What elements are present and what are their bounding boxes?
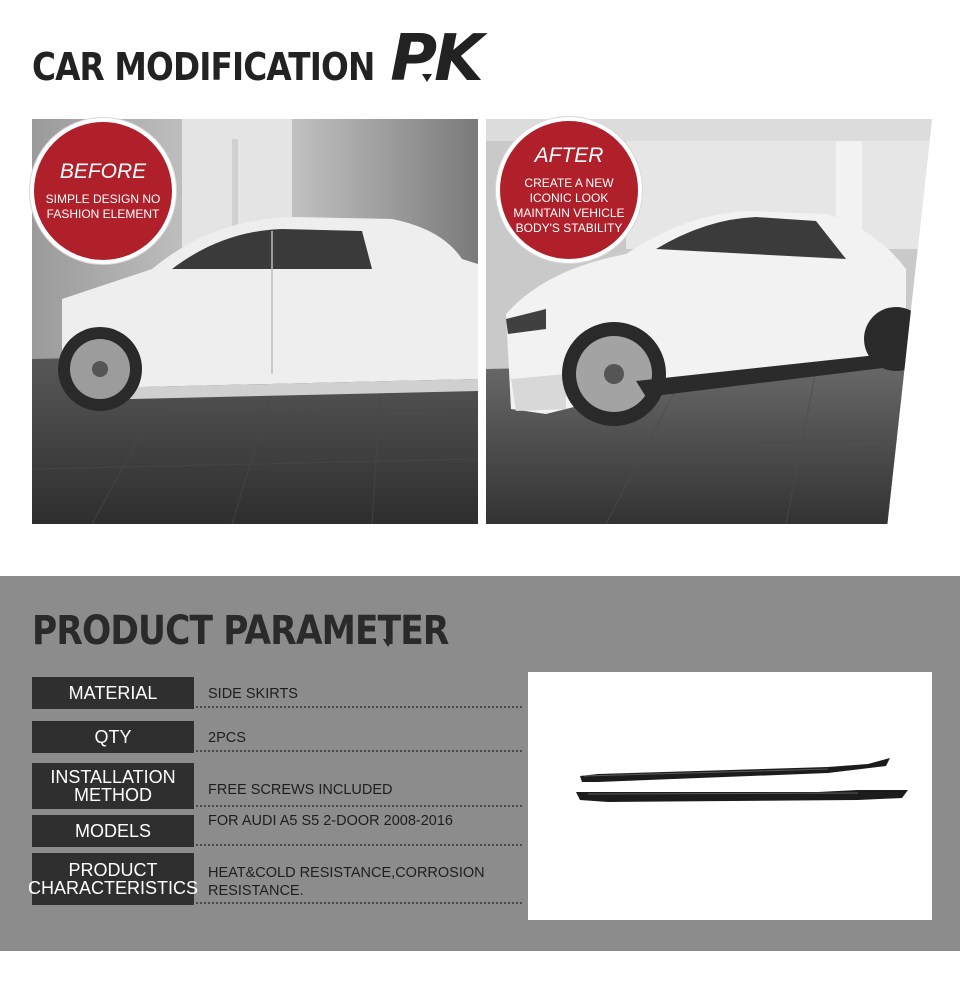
param-label: MODELS [32, 815, 194, 847]
param-value: SIDE SKIRTS [208, 686, 298, 702]
after-badge [496, 117, 642, 263]
param-label: MATERIAL [32, 677, 194, 709]
after-badge-text: CREATE A NEW ICONIC LOOK MAINTAIN VEHICLE BODY'S STABILITY [513, 176, 625, 235]
param-label: INSTALLATION METHOD [32, 763, 194, 809]
comparison-title [32, 22, 481, 96]
side-skirts-product-image [528, 672, 932, 920]
caret-down-icon [383, 639, 393, 647]
comparison-title-text: CAR MODIFICATION [32, 45, 375, 89]
before-badge-text: SIMPLE DESIGN NO FASHION ELEMENT [45, 192, 161, 221]
before-badge [30, 118, 176, 264]
param-row-qty [32, 721, 522, 753]
param-value: FOR AUDI A5 S5 2-DOOR 2008-2016 [208, 813, 453, 829]
param-label: PRODUCT CHARACTERISTICS [32, 853, 194, 905]
comparison-title-accent: PK [390, 22, 481, 96]
dotted-divider [196, 750, 522, 752]
param-label: QTY [32, 721, 194, 753]
param-value: 2PCS [208, 730, 246, 746]
dotted-divider [196, 902, 522, 904]
before-badge-title: BEFORE [59, 160, 147, 183]
after-badge-title: AFTER [534, 144, 604, 167]
caret-down-icon [422, 74, 432, 82]
dotted-divider [196, 844, 522, 846]
param-row-models [32, 815, 522, 847]
param-row-material [32, 677, 522, 709]
dotted-divider [196, 706, 522, 708]
param-row-characteristics [28, 853, 522, 905]
parameter-title-text: PRODUCT PARAMETER [32, 608, 449, 654]
param-value: FREE SCREWS INCLUDED [208, 782, 393, 798]
param-row-installation [32, 763, 522, 809]
dotted-divider [196, 805, 522, 807]
parameter-title [32, 608, 516, 654]
param-value: HEAT&COLD RESISTANCE,CORROSION RESISTANCE. [208, 865, 485, 899]
